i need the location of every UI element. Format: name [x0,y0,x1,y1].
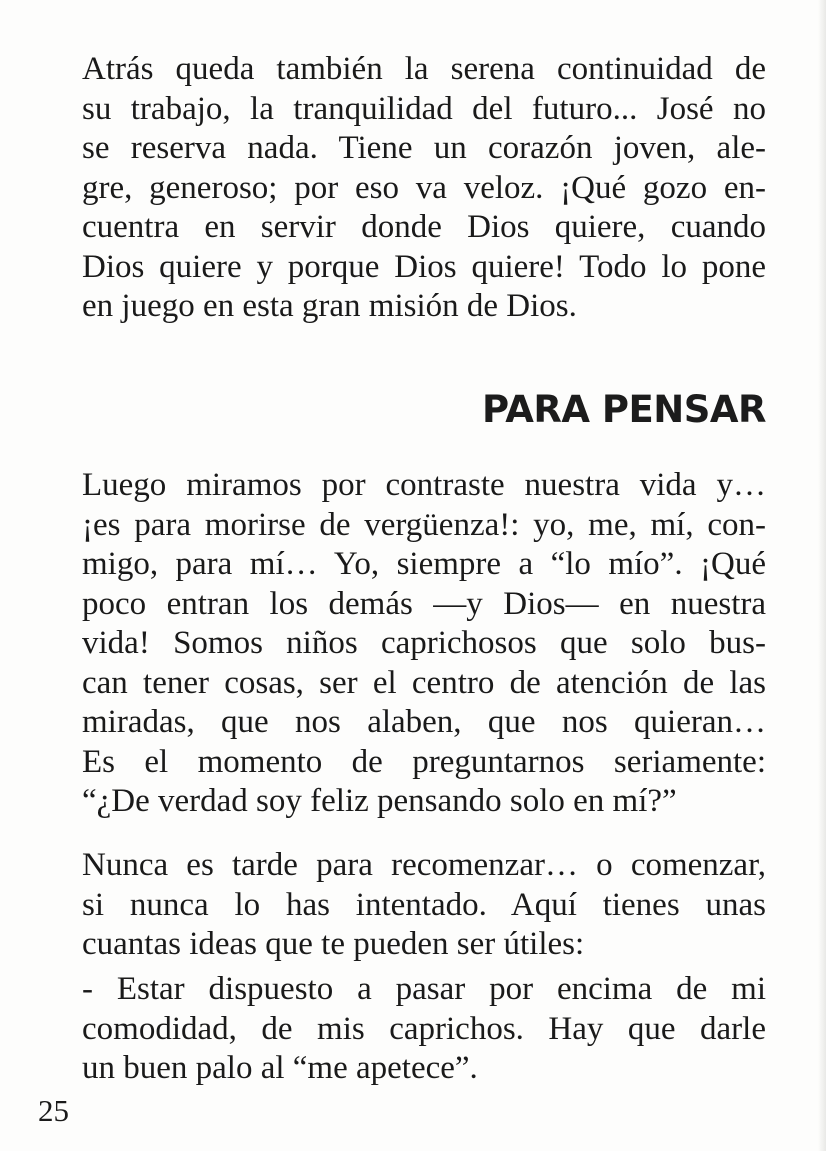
paragraph-line: Es el momento de preguntarnos seriamente: [82,743,766,780]
paragraph-line: poco entran los demás —y Dios— en nuestra [82,585,766,622]
paragraph-line: Atrás queda también la serena continuidad de [82,51,766,87]
paragraph-line: “¿De verdad soy feliz pensando solo en mí?” [82,783,677,819]
paragraph-line: - Estar dispuesto a pasar por encima de mi [82,971,766,1007]
paragraph-line: cuantas ideas que te pueden ser útiles: [82,926,585,962]
paragraph-line: migo, para mí… Yo, siempre a “lo mío”. ¡Qué [82,546,766,582]
paragraph-line: ¡es para morirse de vergüenza!: yo, me, mí, con- [82,506,766,543]
paragraph-2 [82,466,766,822]
paragraph-line: Luego miramos por contraste nuestra vida y… [82,467,766,503]
section-heading: PARA PENSAR [482,388,766,431]
paragraph-line: si nunca lo has intentado. Aquí tienes unas [82,886,766,923]
paragraph-1 [82,50,766,327]
paragraph-4 [82,970,766,1089]
paragraph-line: can tener cosas, ser el centro de atención de las [82,664,766,701]
paragraph-line: miradas, que nos alaben, que nos quieran… [82,704,766,740]
paragraph-3 [82,846,766,965]
paragraph-line: gre, generoso; por eso va veloz. ¡Qué gozo en- [82,169,766,206]
paragraph-line: un buen palo al “me apetece”. [82,1050,478,1086]
paragraph-line: vida! Somos niños caprichosos que solo bus- [82,625,766,661]
paragraph-line: cuentra en servir donde Dios quiere, cuando [82,209,766,245]
page-number: 25 [38,1093,69,1128]
paragraph-line: se reserva nada. Tiene un corazón joven, ale- [82,130,766,166]
paragraph-line: Nunca es tarde para recomenzar… o comenzar, [82,847,766,883]
paragraph-line: comodidad, de mis caprichos. Hay que darle [82,1010,766,1047]
paragraph-line: su trabajo, la tranquilidad del futuro... José no [82,90,766,127]
page-edge [818,0,826,1151]
paragraph-line: Dios quiere y porque Dios quiere! Todo lo pone [82,248,766,285]
paragraph-line: en juego en esta gran misión de Dios. [82,288,577,324]
